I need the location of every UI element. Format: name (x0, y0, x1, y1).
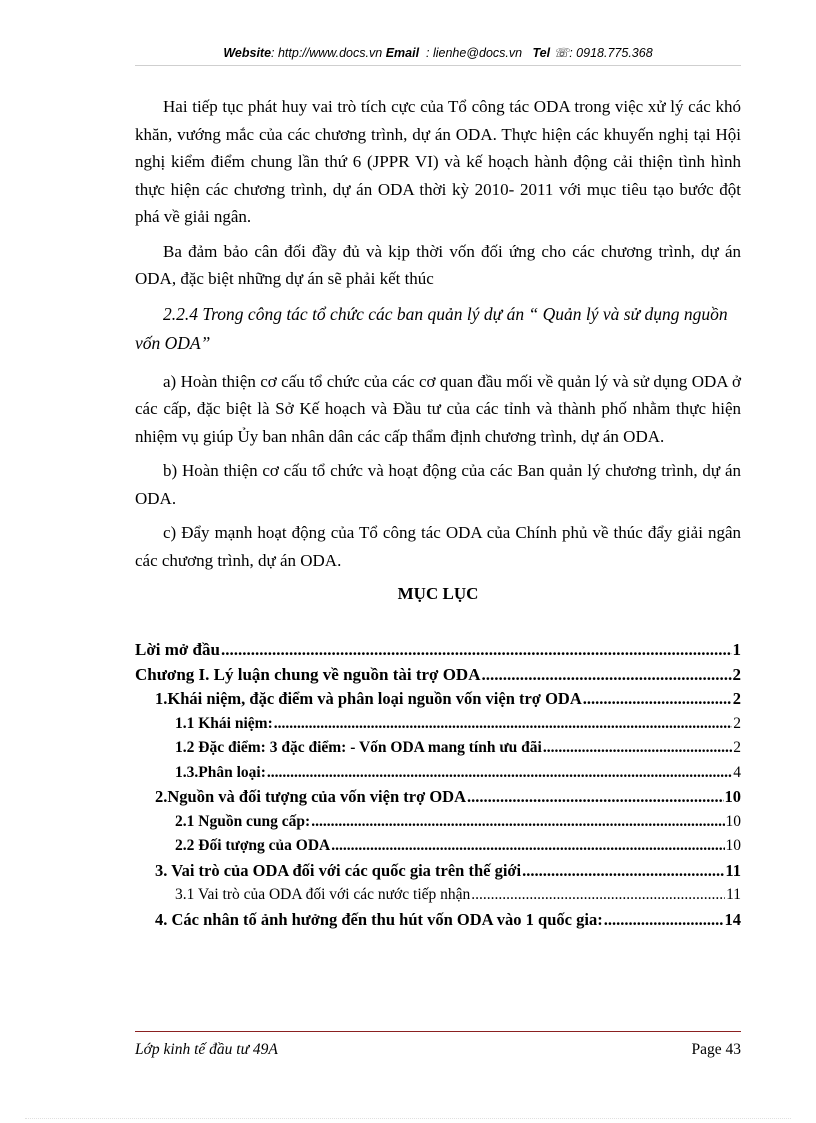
toc-leader (331, 834, 724, 859)
toc-leader (221, 638, 732, 663)
toc-entry-page: 10 (724, 787, 741, 806)
toc-entry-text: 1.1 Khái niệm: (175, 714, 273, 732)
toc-entry[interactable] (135, 712, 741, 737)
toc-entry-text: 1.Khái niệm, đặc điểm và phân loại nguồn vốn viện trợ ODA (155, 689, 582, 708)
toc-leader (471, 883, 725, 908)
toc-entry-page: 10 (725, 812, 741, 830)
tel-label: Tel (532, 46, 551, 60)
toc-entry-text: 2.2 Đối tượng của ODA (175, 837, 331, 854)
toc-entry-page: 11 (726, 886, 741, 903)
website-label: Website (223, 46, 272, 60)
footer-class-name: Lớp kinh tế đầu tư 49A (135, 1041, 278, 1058)
toc-leader (583, 687, 732, 712)
footer-page-number: Page 43 (691, 1041, 741, 1058)
toc-entry[interactable] (135, 859, 741, 884)
toc-entry-page: 10 (725, 837, 741, 854)
toc-entry-page: 2 (733, 739, 741, 756)
toc-entry[interactable] (135, 761, 741, 786)
toc-entry-text: Lời mở đầu (135, 640, 220, 659)
toc-entry-text: 2.Nguồn và đối tượng của vốn viện trợ ODA (155, 787, 466, 806)
toc-entry-page: 2 (733, 714, 741, 732)
toc-entry[interactable] (135, 883, 741, 908)
toc-leader (522, 859, 724, 884)
table-of-contents (135, 638, 741, 932)
toc-entry[interactable] (135, 687, 741, 712)
header-divider (135, 65, 741, 66)
toc-leader (267, 761, 732, 786)
document-body (135, 93, 741, 932)
toc-leader (274, 712, 733, 737)
footer-divider (135, 1031, 741, 1032)
email-value: : lienhe@docs.vn (426, 46, 523, 60)
toc-entry-text: 3. Vai trò của ODA đối với các quốc gia trên thế giới (155, 860, 522, 880)
page-edge (25, 1118, 791, 1119)
toc-leader (543, 736, 732, 761)
section-subheading: 2.2.4 Trong công tác tổ chức các ban quản lý dự án “ Quản lý và sử dụng nguồn vốn ODA” (135, 303, 728, 353)
page-footer (135, 1041, 741, 1059)
toc-entry[interactable] (135, 834, 741, 859)
toc-entry-text: 4. Các nhân tố ảnh hưởng đến thu hút vốn ODA vào 1 quốc gia: (155, 909, 603, 929)
toc-entry[interactable] (135, 663, 741, 688)
list-paragraph-b: b) Hoàn thiện cơ cấu tổ chức và hoạt động của các Ban quản lý chương trình, dự án ODA. (135, 461, 741, 508)
list-paragraph-c: c) Đẩy mạnh hoạt động của Tổ công tác ODA của Chính phủ về thúc đẩy giải ngân các chương trình, dự án ODA. (135, 523, 741, 570)
toc-entry[interactable] (135, 908, 741, 933)
page-header (135, 45, 741, 60)
toc-entry[interactable] (135, 810, 741, 835)
tel-value: : 0918.775.368 (569, 46, 653, 60)
toc-entry-page: 11 (725, 860, 741, 880)
toc-entry[interactable] (135, 736, 741, 761)
email-label: Email (385, 46, 420, 60)
toc-leader (482, 663, 732, 688)
list-paragraph-a: a) Hoàn thiện cơ cấu tổ chức của các cơ quan đầu mối về quản lý và sử dụng ODA ở các cấp, đặc biệt là Sở Kế hoạch và Đầu tư của các tỉnh và thành phố nhằm thực hiện nhiệm vụ giúp Ủy ban nhân dân các cấp thẩm định chương trình, dự án ODA. (135, 371, 741, 446)
phone-icon: ☏ (553, 46, 570, 60)
toc-entry-page: 2 (732, 689, 741, 708)
paragraph: Hai tiếp tục phát huy vai trò tích cực của Tổ công tác ODA trong việc xử lý các khó khăn, vướng mắc của các chương trình, dự án ODA. Thực hiện các khuyến nghị tại Hội nghị kiểm điểm chung lần thứ 6 (JPPR VI) và kế hoạch hành động cải thiện tình hình thực hiện các chương trình, dự án ODA thời kỳ 2010- 2011 với mục tiêu tạo bước đột phá về giải ngân. (135, 97, 741, 226)
toc-leader (467, 785, 724, 810)
toc-entry-text: 2.1 Nguồn cung cấp: (175, 812, 311, 830)
toc-entry[interactable] (135, 785, 741, 810)
toc-entry-text: 1.2 Đặc điểm: 3 đặc điểm: - Vốn ODA mang tính ưu đãi (175, 739, 542, 756)
toc-entry-page: 1 (732, 640, 741, 659)
toc-entry-text: 3.1 Vai trò của ODA đối với các nước tiếp nhận (175, 886, 471, 903)
toc-leader (604, 908, 724, 933)
toc-entry-text: 1.3.Phân loại: (175, 763, 266, 781)
website-value: : http://www.docs.vn (271, 46, 383, 60)
toc-entry[interactable] (135, 638, 741, 663)
toc-title: MỤC LỤC (397, 584, 479, 603)
paragraph: Ba đảm bảo cân đối đầy đủ và kịp thời vốn đối ứng cho các chương trình, dự án ODA, đặc biệt những dự án sẽ phải kết thúc (135, 241, 741, 288)
toc-entry-text: Chương I. Lý luận chung về nguồn tài trợ ODA (135, 664, 481, 684)
toc-entry-page: 14 (724, 909, 741, 929)
toc-leader (311, 810, 724, 835)
toc-entry-page: 2 (732, 664, 741, 684)
toc-entry-page: 4 (733, 763, 741, 781)
